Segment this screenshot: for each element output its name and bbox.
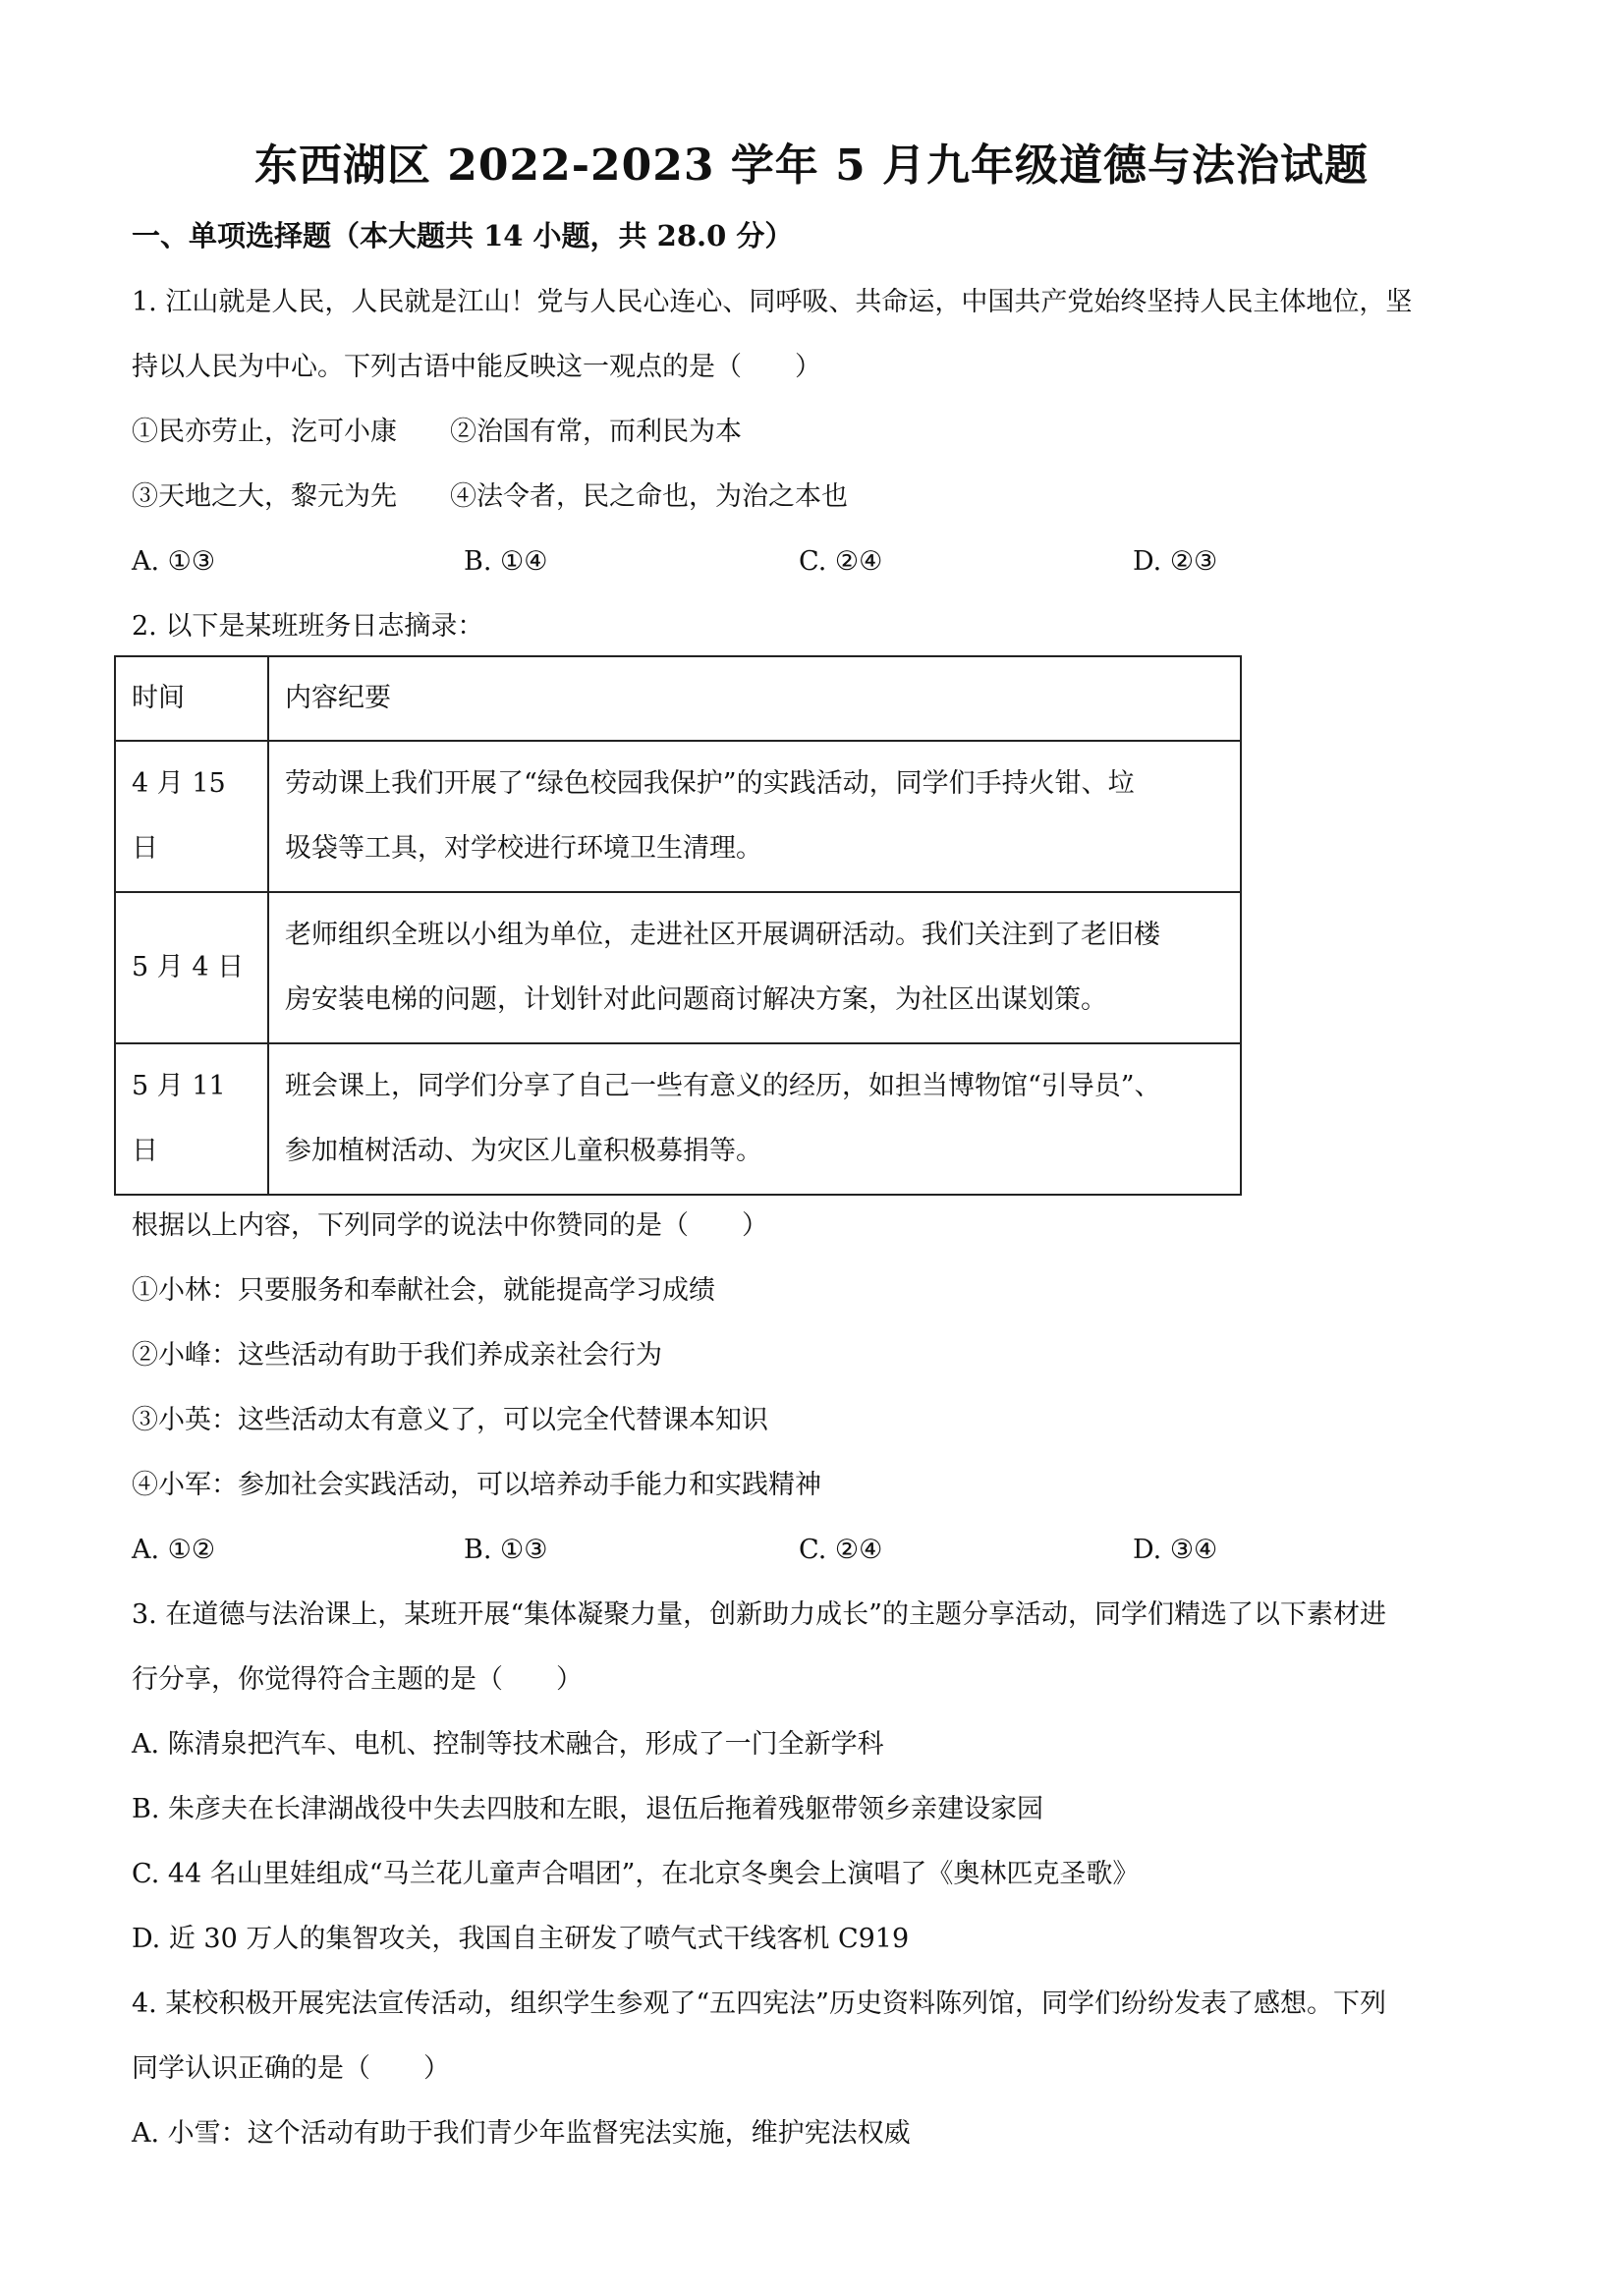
q1-option-c: C. ②④ [799,546,883,577]
q2-item-2: ②小峰：这些活动有助于我们养成亲社会行为 [132,1340,662,1371]
q3-stem-line-1: 3. 在道德与法治课上，某班开展“集体凝聚力量，创新助力成长”的主题分享活动，同学们精选了以下素材进 [132,1599,1386,1630]
q3-stem-line-2: 行分享，你觉得符合主题的是（ ） [132,1664,583,1695]
table-cell-line: 班会课上，同学们分享了自己一些有意义的经历，如担当博物馆“引导员”、 [285,1071,1161,1101]
q2-option-d: D. ③④ [1133,1535,1218,1565]
q2-option-b: B. ①③ [464,1535,548,1565]
table-cell-line: 参加植树活动、为灾区儿童积极募捐等。 [285,1136,762,1166]
table-header-row [115,656,1241,741]
q2-option-c: C. ②④ [799,1535,883,1565]
q1-stem-line-2: 持以人民为中心。下列古语中能反映这一观点的是（ ） [132,352,821,382]
q2-item-1: ①小林：只要服务和奉献社会，就能提高学习成绩 [132,1275,715,1306]
table-header-date: 时间 [115,656,268,741]
table-row [115,892,1241,1043]
q4-stem-line-1: 4. 某校积极开展宪法宣传活动，组织学生参观了“五四宪法”历史资料陈列馆，同学们纷纷发表了感想。下列 [132,1988,1386,2019]
q2-option-a: A. ①② [132,1535,216,1565]
q4-stem-line-2: 同学认识正确的是（ ） [132,2053,450,2084]
q2-stem: 2. 以下是某班班务日志摘录： [132,611,484,642]
table-cell-date: 5 月 4 日 [115,892,268,1043]
q1-option-a: A. ①③ [132,546,216,577]
table-row [115,741,1241,892]
page-title: 东西湖区 2022-2023 学年 5 月九年级道德与法治试题 [253,140,1370,191]
q1-stem-line-1: 1. 江山就是人民，人民就是江山！党与人民心连心、同呼吸、共命运，中国共产党始终坚持人民主体地位，坚 [132,287,1413,317]
q2-item-3: ③小英：这些活动太有意义了，可以完全代替课本知识 [132,1405,768,1435]
q3-option-b: B. 朱彦夫在长津湖战役中失去四肢和左眼，退伍后拖着残躯带领乡亲建设家园 [132,1794,1044,1824]
table-header-content: 内容纪要 [268,656,1241,741]
table-cell-date: 4 月 15 日 [115,741,268,892]
q1-option-b: B. ①④ [464,546,548,577]
class-log-table [114,655,1242,1196]
table-cell-line: 老师组织全班以小组为单位，走进社区开展调研活动。我们关注到了老旧楼 [285,920,1160,950]
q3-option-c: C. 44 名山里娃组成“马兰花儿童声合唱团”，在北京冬奥会上演唱了《奥林匹克圣歌》 [132,1859,1140,1889]
q3-option-a: A. 陈清泉把汽车、电机、控制等技术融合，形成了一门全新学科 [132,1729,884,1760]
q1-items-line-2: ③天地之大，黎元为先 ④法令者，民之命也，为治之本也 [132,481,848,512]
q3-option-d: D. 近 30 万人的集智攻关，我国自主研发了喷气式干线客机 C919 [132,1924,910,1954]
table-cell-date: 5 月 11 日 [115,1043,268,1195]
table-cell-content [268,1043,1241,1195]
section-heading: 一、单项选择题（本大题共 14 小题，共 28.0 分） [132,219,794,252]
table-cell-line: 房安装电梯的问题，计划针对此问题商讨解决方案，为社区出谋划策。 [285,984,1107,1015]
q1-items-line-1: ①民亦劳止，汔可小康 ②治国有常，而利民为本 [132,417,742,447]
table-row [115,1043,1241,1195]
table-cell-content [268,741,1241,892]
table-cell-line: 劳动课上我们开展了“绿色校园我保护”的实践活动，同学们手持火钳、垃 [285,768,1135,799]
q1-option-d: D. ②③ [1133,546,1218,577]
q2-prompt: 根据以上内容，下列同学的说法中你赞同的是（ ） [132,1210,768,1241]
q2-item-4: ④小军：参加社会实践活动，可以培养动手能力和实践精神 [132,1470,821,1500]
table-cell-line: 圾袋等工具，对学校进行环境卫生清理。 [285,833,762,864]
table-cell-content [268,892,1241,1043]
q4-option-a: A. 小雪：这个活动有助于我们青少年监督宪法实施，维护宪法权威 [132,2118,911,2149]
